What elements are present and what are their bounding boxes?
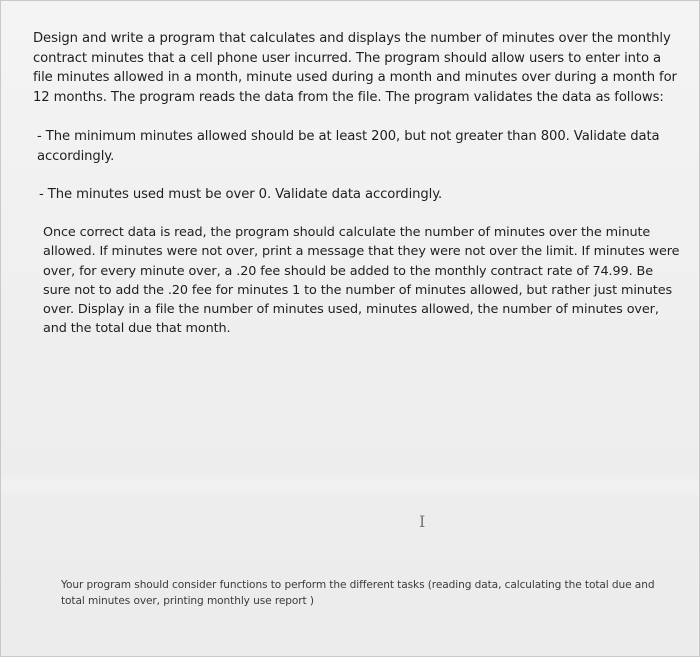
photo-glare-band <box>1 471 699 501</box>
calculation-paragraph: Once correct data is read, the program should calculate the number of minutes over the minute allowed. If minutes were not over, print a message that they were not over the limit. If minutes were over, for every minute over, a .20 fee should be added to the monthly contract rate of 74.99. Be sure not to add the .20 fee for minutes 1 to the number of minutes allowed, but rather just minutes over. Display in a file the number of minutes used, minutes allowed, the number of minutes over, and the total due that month. <box>43 225 680 337</box>
functions-note: Your program should consider functions to perform the different tasks (reading data, calculating the total due and total minutes over, printing monthly use report ) <box>61 579 655 607</box>
intro-paragraph: Design and write a program that calculates and displays the number of minutes over the monthly contract minutes that a cell phone user incurred. The program should allow users to enter into a file minutes allowed in a month, minute used during a month and minutes over during a month for 12 months. The program reads the data from the file. The program validates the data as follows: <box>33 31 677 105</box>
validation-rule-minutes-allowed: - The minimum minutes allowed should be at least 200, but not greater than 800. Validate data accordingly. <box>37 129 660 164</box>
validation-rule-minutes-used: - The minutes used must be over 0. Validate data accordingly. <box>39 187 443 202</box>
text-cursor-icon: I <box>419 512 426 531</box>
